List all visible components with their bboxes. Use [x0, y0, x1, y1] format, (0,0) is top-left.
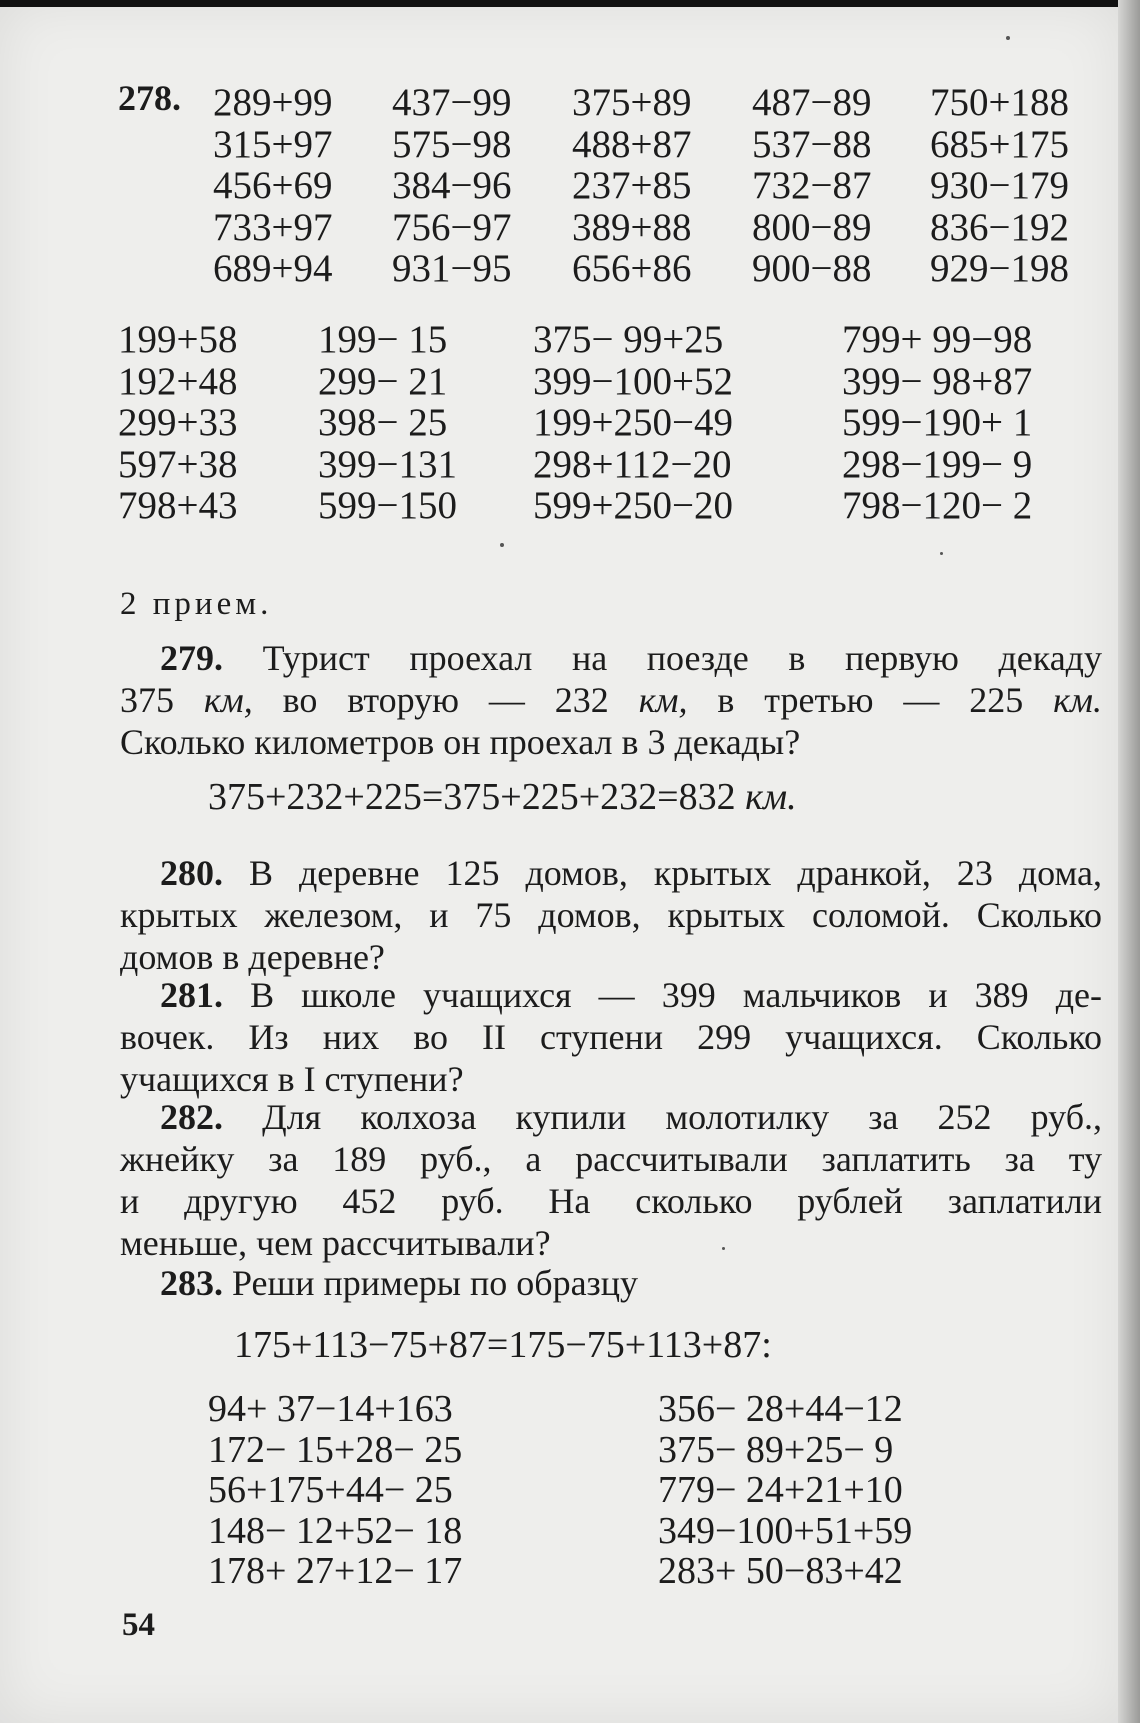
expression: 900−88 — [752, 247, 872, 290]
speck — [500, 543, 504, 547]
expression: 599−150 — [318, 484, 457, 527]
paragraph-line: вочек. Из них во II ступени 299 учащихся. Сколько — [120, 1017, 1102, 1057]
expression: 929−198 — [930, 247, 1069, 290]
section-heading: 2 прием. — [120, 586, 273, 622]
expression: 779− 24+21+10 — [658, 1469, 903, 1511]
expression: 199− 15 — [318, 318, 448, 361]
expression: 799+ 99−98 — [842, 318, 1033, 361]
expression: 399−100+52 — [533, 359, 733, 403]
expression: 384−96 — [392, 164, 512, 207]
expression: 199+58 — [118, 318, 238, 361]
text: Реши примеры по образцу — [232, 1263, 639, 1303]
expression: 299+33 — [118, 401, 238, 444]
speck — [940, 552, 943, 555]
paragraph-line — [160, 1265, 638, 1301]
solution-line — [208, 778, 797, 816]
expression: 798+43 — [118, 484, 238, 527]
paragraph-line: Сколько километров он проехал в 3 декады? — [120, 722, 801, 762]
text: В деревне 125 домов, крытых дранкой, 23 дома, — [248, 853, 1103, 893]
expression: 298−199− 9 — [842, 442, 1033, 486]
paragraph-line: меньше, чем рассчитывали? — [120, 1223, 551, 1263]
paragraph-line — [160, 1099, 1102, 1135]
text: Для колхоза купили молотилку за 252 руб., — [262, 1097, 1103, 1137]
expression: 488+87 — [572, 122, 692, 166]
expression: 349−100+51+59 — [658, 1509, 913, 1552]
expression: 299− 21 — [318, 359, 448, 403]
expression: 375− 99+25 — [533, 318, 724, 361]
expression: 94+ 37−14+163 — [208, 1388, 453, 1430]
text: В школе учащихся — 399 мальчиков и 389 де- — [250, 975, 1103, 1015]
expression: 148− 12+52− 18 — [208, 1509, 463, 1552]
expression: 283+ 50−83+42 — [658, 1550, 903, 1592]
page-edge-shadow — [1118, 0, 1140, 1723]
expression: 756−97 — [392, 205, 512, 249]
expression: 356− 28+44−12 — [658, 1388, 903, 1430]
expression: 597+38 — [118, 442, 238, 486]
paragraph-line — [120, 682, 1102, 718]
paragraph-line: домов в деревне? — [120, 937, 385, 977]
expression: 800−89 — [752, 205, 872, 249]
expression: 456+69 — [213, 164, 333, 207]
paragraph-line: и другую 452 руб. На сколько рублей заплатили — [120, 1181, 1102, 1221]
expression: 599+250−20 — [533, 484, 733, 527]
expression: 931−95 — [392, 247, 512, 290]
expression: 375+89 — [572, 81, 692, 124]
expression: 599−190+ 1 — [842, 401, 1033, 444]
paragraph-line: жнейку за 189 руб., а рассчитывали заплатить за ту — [120, 1139, 1102, 1179]
expression: 192+48 — [118, 359, 238, 403]
exercise-number: 282. — [160, 1097, 223, 1137]
text: во вторую — 232 — [252, 680, 639, 720]
expression: 750+188 — [930, 81, 1069, 124]
paragraph-line: учащихся в I ступени? — [120, 1059, 464, 1099]
paragraph-line — [160, 855, 1102, 891]
speck — [1006, 36, 1010, 40]
expression: 732−87 — [752, 164, 872, 207]
exercise-number: 280. — [160, 853, 223, 893]
sample-line: 175+113−75+87=175−75+113+87: — [234, 1324, 772, 1366]
expression: 689+94 — [213, 247, 333, 290]
text: 375+232+225=375+225+232=832 — [208, 776, 746, 818]
paragraph-line — [160, 640, 1102, 676]
expression: 389+88 — [572, 205, 692, 249]
expression: 375− 89+25− 9 — [658, 1428, 894, 1471]
expression: 537−88 — [752, 122, 872, 166]
exercise-number: 283. — [160, 1263, 223, 1303]
paragraph-line — [160, 977, 1102, 1013]
unit: км, — [638, 680, 688, 720]
exercise-number: 279. — [160, 638, 223, 678]
expression: 399− 98+87 — [842, 359, 1033, 403]
expression: 199+250−49 — [533, 401, 733, 444]
exercise-number: 281. — [160, 975, 223, 1015]
expression: 575−98 — [392, 122, 512, 166]
expression: 733+97 — [213, 205, 333, 249]
expression: 237+85 — [572, 164, 692, 207]
expression: 315+97 — [213, 122, 333, 166]
expression: 487−89 — [752, 81, 872, 124]
expression: 298+112−20 — [533, 442, 732, 486]
expression: 56+175+44− 25 — [208, 1469, 453, 1511]
expression: 685+175 — [930, 122, 1069, 166]
text: Турист проехал на поезде в первую декаду — [262, 638, 1102, 678]
expression: 289+99 — [213, 81, 333, 124]
page-number: 54 — [122, 1607, 155, 1643]
expression: 836−192 — [930, 205, 1069, 249]
expression: 178+ 27+12− 17 — [208, 1550, 463, 1592]
unit: км. — [745, 776, 797, 818]
expression: 398− 25 — [318, 401, 448, 444]
expression: 656+86 — [572, 247, 692, 290]
paragraph-line: крытых железом, и 75 домов, крытых соломой. Сколько — [120, 895, 1102, 935]
top-rule — [0, 0, 1122, 7]
expression: 930−179 — [930, 164, 1069, 207]
expression: 437−99 — [392, 81, 512, 124]
unit: км, — [203, 680, 253, 720]
text: в третью — 225 — [687, 680, 1054, 720]
text: 375 — [120, 680, 204, 720]
expression: 172− 15+28− 25 — [208, 1428, 463, 1471]
exercise-number: 278. — [118, 78, 181, 118]
unit: км. — [1053, 680, 1102, 720]
expression: 399−131 — [318, 442, 457, 486]
expression: 798−120− 2 — [842, 484, 1033, 527]
speck — [722, 1247, 725, 1250]
